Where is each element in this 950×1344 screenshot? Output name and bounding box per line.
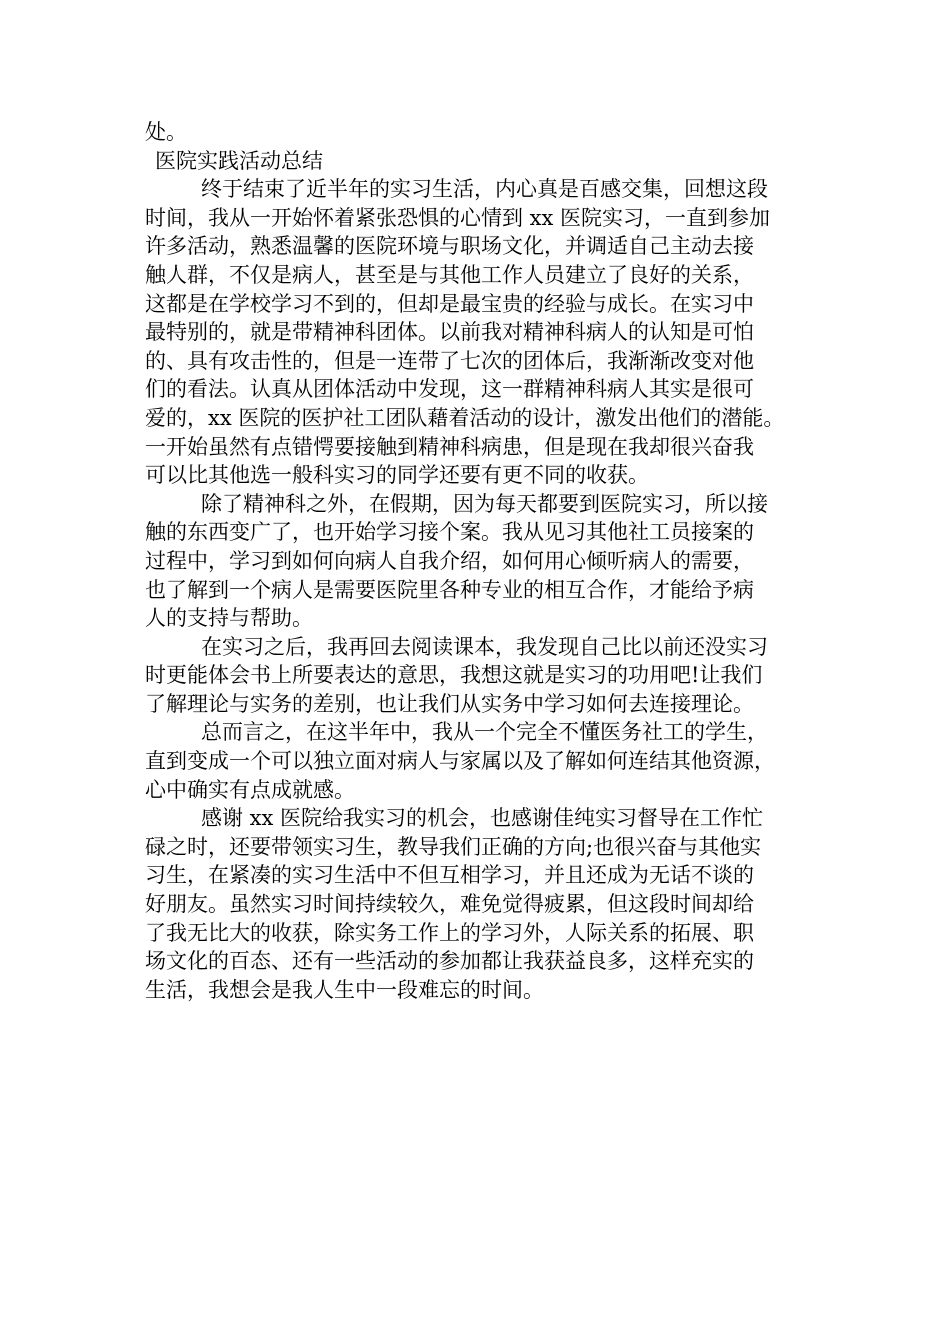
paragraph-line: 人的支持与帮助。 — [145, 606, 313, 631]
paragraph-line: 场文化的百态、还有一些活动的参加都让我获益良多，这样充实的 — [145, 949, 754, 974]
paragraph-line: 碌之时，还要带领实习生，教导我们正确的方向;也很兴奋与其他实 — [145, 834, 762, 859]
paragraph-line: 了解理论与实务的差别，也让我们从实务中学习如何去连接理论。 — [145, 691, 754, 716]
top-fragment: 处。 — [145, 120, 187, 144]
paragraph-line: 了我无比大的收获，除实务工作上的学习外，人际关系的拓展、职 — [145, 920, 754, 945]
paragraph-line: 们的看法。认真从团体活动中发现，这一群精神科病人其实是很可 — [145, 377, 754, 402]
paragraph-line: 可以比其他选一般科实习的同学还要有更不同的收获。 — [145, 463, 649, 488]
paragraph-3 — [145, 633, 813, 719]
paragraph-line: 生活，我想会是我人生中一段难忘的时间。 — [145, 977, 544, 1002]
paragraph-line: 除了精神科之外，在假期，因为每天都要到医院实习，所以接 — [201, 491, 768, 516]
paragraph-line: 触的东西变广了，也开始学习接个案。我从见习其他社工员接案的 — [145, 520, 754, 545]
paragraph-line: 触人群，不仅是病人，甚至是与其他工作人员建立了良好的关系， — [145, 262, 754, 287]
paragraph-line: 在实习之后，我再回去阅读课本，我发现自己比以前还没实习 — [201, 634, 768, 659]
paragraph-line: 好朋友。虽然实习时间持续较久，难免觉得疲累，但这段时间却给 — [145, 892, 754, 917]
paragraph-line: 也了解到一个病人是需要医院里各种专业的相互合作，才能给予病 — [145, 577, 754, 602]
paragraph-line: 直到变成一个可以独立面对病人与家属以及了解如何连结其他资源， — [145, 749, 775, 774]
paragraph-line: 许多活动，熟悉温馨的医院环境与职场文化，并调适自己主动去接 — [145, 234, 754, 259]
paragraph-line: 一开始虽然有点错愕要接触到精神科病患，但是现在我却很兴奋我 — [145, 434, 754, 459]
paragraph-line: 的、具有攻击性的，但是一连带了七次的团体后，我渐渐改变对他 — [145, 348, 754, 373]
paragraph-line: 最特别的，就是带精神科团体。以前我对精神科病人的认知是可怕 — [145, 320, 754, 345]
paragraph-line: 爱的，xx 医院的医护社工团队藉着活动的设计，激发出他们的潜能。 — [145, 405, 785, 430]
paragraph-line: 时更能体会书上所要表达的意思，我想这就是实习的功用吧!让我们 — [145, 663, 763, 688]
paragraph-line: 时间，我从一开始怀着紧张恐惧的心情到 xx 医院实习，一直到参加 — [145, 205, 771, 230]
paragraph-line: 总而言之，在这半年中，我从一个完全不懂医务社工的学生， — [201, 720, 768, 745]
paragraph-1 — [145, 175, 813, 490]
document-body — [145, 118, 813, 1004]
paragraph-4 — [145, 718, 813, 804]
paragraph-line: 这都是在学校学习不到的，但却是最宝贵的经验与成长。在实习中 — [145, 291, 754, 316]
paragraph-line: 过程中，学习到如何向病人自我介绍，如何用心倾听病人的需要， — [145, 548, 754, 573]
paragraph-line: 感谢 xx 医院给我实习的机会，也感谢佳纯实习督导在工作忙 — [201, 806, 764, 831]
document-title: 医院实践活动总结 — [155, 148, 323, 173]
paragraph-5 — [145, 804, 813, 1004]
paragraph-line: 终于结束了近半年的实习生活，内心真是百感交集，回想这段 — [201, 177, 768, 202]
paragraph-2 — [145, 490, 813, 633]
paragraph-line: 心中确实有点成就感。 — [145, 777, 355, 802]
paragraph-line: 习生，在紧凑的实习生活中不但互相学习，并且还成为无话不谈的 — [145, 863, 754, 888]
